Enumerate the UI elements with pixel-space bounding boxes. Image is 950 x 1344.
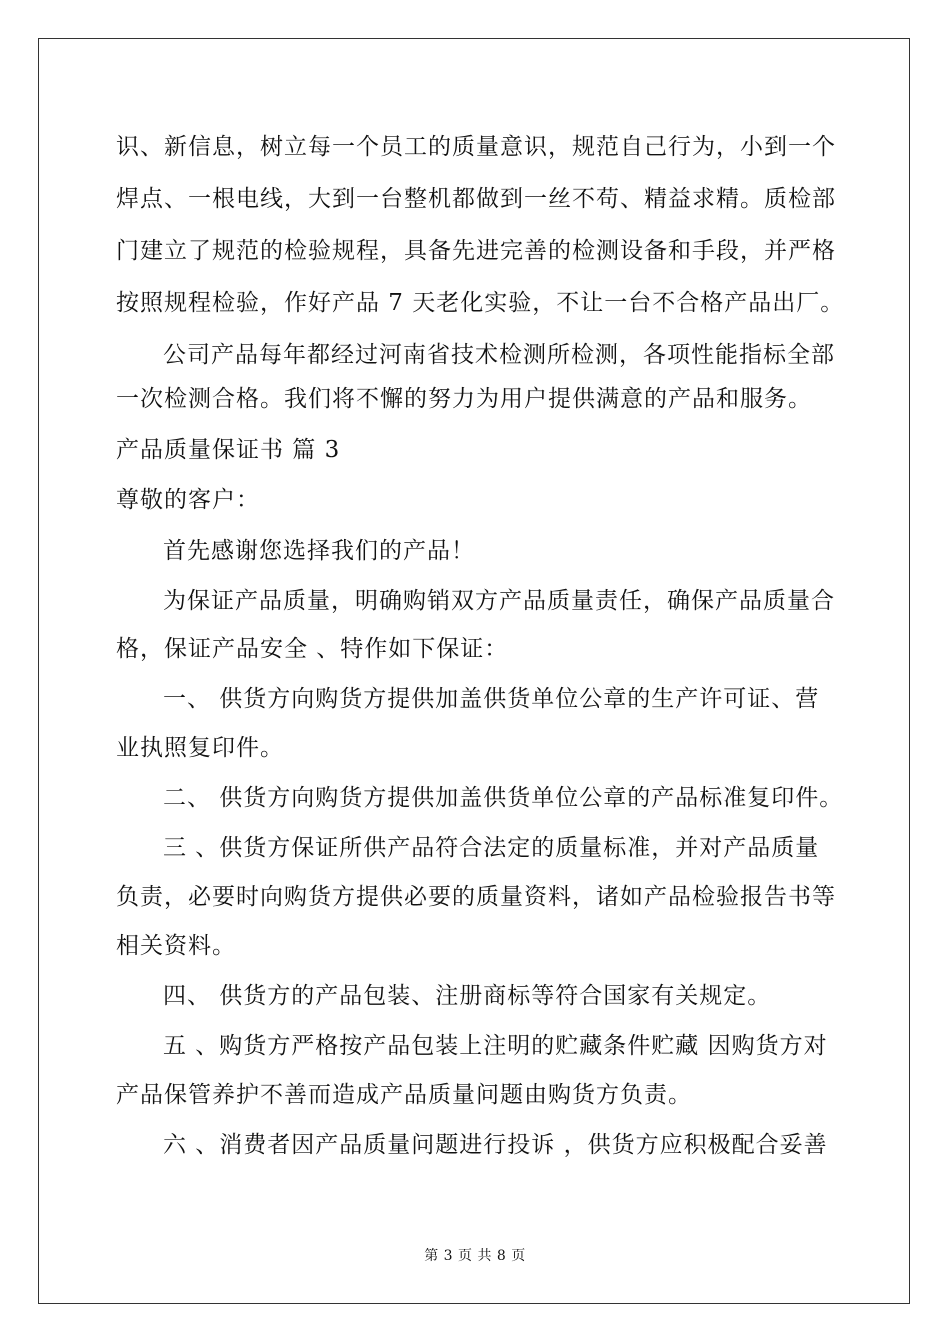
- clause-5-line-2: 产品保管养护不善而造成产品质量问题由购货方负责。: [116, 1082, 692, 1108]
- clause-2: 二、 供货方向购货方提供加盖供货单位公章的产品标准复印件。: [163, 785, 844, 811]
- salutation: 尊敬的客户：: [116, 487, 260, 513]
- clause-3-line-1: 三 、供货方保证所供产品符合法定的质量标准，并对产品质量: [163, 835, 820, 861]
- clause-1-line-2: 业执照复印件。: [116, 735, 284, 761]
- section-title: 产品质量保证书 篇 3: [116, 437, 341, 463]
- body-line-9: 首先感谢您选择我们的产品！: [163, 538, 475, 564]
- clause-5-line-1: 五 、购货方严格按产品包装上注明的贮藏条件贮藏 因购货方对: [163, 1033, 828, 1059]
- body-line-1: 识、新信息，树立每一个员工的质量意识，规范自己行为，小到一个: [116, 134, 836, 160]
- page-number-footer: 第 3 页 共 8 页: [424, 1248, 526, 1264]
- body-line-2: 焊点、一根电线，大到一台整机都做到一丝不苟、精益求精。质检部: [116, 186, 836, 212]
- clause-4: 四、 供货方的产品包装、注册商标等符合国家有关规定。: [163, 983, 772, 1009]
- body-line-3: 门建立了规范的检验规程，具备先进完善的检测设备和手段，并严格: [116, 238, 836, 264]
- body-line-10: 为保证产品质量，明确购销双方产品质量责任，确保产品质量合: [163, 588, 835, 614]
- body-line-11: 格，保证产品安全 、特作如下保证：: [116, 636, 509, 662]
- clause-6-line-1: 六 、消费者因产品质量问题进行投诉 ，供货方应积极配合妥善: [163, 1132, 828, 1158]
- clause-3-line-2: 负责，必要时向购货方提供必要的质量资料，诸如产品检验报告书等: [116, 884, 836, 910]
- body-line-6: 一次检测合格。我们将不懈的努力为用户提供满意的产品和服务。: [116, 386, 812, 412]
- clause-1-line-1: 一、 供货方向购货方提供加盖供货单位公章的生产许可证、营: [163, 686, 820, 712]
- page-border: [38, 38, 910, 1304]
- body-line-4: 按照规程检验，作好产品 7 天老化实验，不让一台不合格产品出厂。: [116, 290, 845, 316]
- body-line-5: 公司产品每年都经过河南省技术检测所检测，各项性能指标全部: [163, 342, 835, 368]
- clause-3-line-3: 相关资料。: [116, 933, 236, 959]
